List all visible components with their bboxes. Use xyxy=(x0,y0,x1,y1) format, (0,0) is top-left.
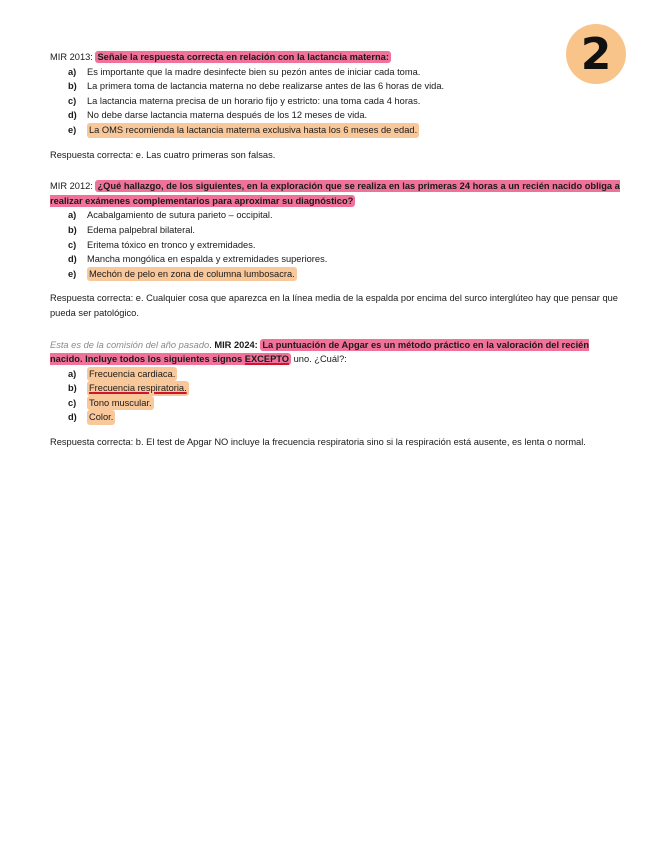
option-item: b) La primera toma de lactancia materna no debe realizarse antes de las 6 horas de vida. xyxy=(68,81,445,92)
option-item: a) Es importante que la madre desinfecte bien su pezón antes de iniciar cada toma. xyxy=(68,66,421,77)
answer-text: Respuesta correcta: b. El test de Apgar NO incluye la frecuencia respiratoria sino si la respiración está ausente, es lenta o normal. xyxy=(50,437,586,448)
option-item: c) La lactancia materna precisa de un horario fijo y estricto: una toma cada 4 horas. xyxy=(68,95,421,106)
question-stem: Esta es de la comisión del año pasado. MIR 2024: La puntuación de Apgar es un método práctico en la valoración del recién nacido. Incluye todos los siguientes signos EXCEPTO uno. ¿Cuál?: xyxy=(50,339,590,365)
question-stem xyxy=(50,50,620,65)
question-id: MIR 2013: xyxy=(50,52,93,62)
question-block xyxy=(50,179,620,320)
option-item: d) No debe darse lactancia materna después de los 12 meses de vida. xyxy=(68,110,368,121)
option-item: a) Acabalgamiento de sutura parieto – occipital. xyxy=(68,210,273,221)
answer-text: Respuesta correcta: e. Las cuatro primeras son falsas. xyxy=(50,149,276,160)
options-list xyxy=(50,208,620,281)
option-item-correct: e) Mechón de pelo en zona de columna lumbosacra. xyxy=(68,267,620,282)
question-block xyxy=(50,50,620,162)
answer-text: Respuesta correcta: e. Cualquier cosa que aparezca en la línea media de la espalda por encima del surco interglúteo hay que pensar que pueda ser patológico. xyxy=(50,293,618,318)
options-list xyxy=(50,65,620,138)
option-item-correct: e) La OMS recomienda la lactancia materna exclusiva hasta los 6 meses de edad. xyxy=(68,123,620,138)
option-item: b) Edema palpebral bilateral. xyxy=(68,224,196,235)
question-text: Señale la respuesta correcta en relación con la lactancia materna: xyxy=(97,52,389,62)
option-item: c) Tono muscular. xyxy=(68,396,620,411)
question-text-end: uno. ¿Cuál?: xyxy=(291,354,347,365)
option-item: c) Eritema tóxico en tronco y extremidades. xyxy=(68,239,256,250)
option-item-correct: b) Frecuencia respiratoria. xyxy=(68,381,620,396)
question-note: Esta es de la comisión del año pasado xyxy=(50,339,210,350)
options-list xyxy=(50,367,620,425)
question-text: La puntuación de Apgar es un método práctico en la valoración del recién nacido. Incluye todos los siguientes signos EXCEPTO xyxy=(50,339,590,365)
option-item: d) Color. xyxy=(68,410,620,425)
option-item: a) Frecuencia cardiaca. xyxy=(68,367,620,382)
option-item: d) Mancha mongólica en espalda y extremidades superiores. xyxy=(68,254,328,265)
question-id: MIR 2012: xyxy=(50,181,93,192)
question-block xyxy=(50,338,620,450)
page-number: 2 xyxy=(580,28,612,80)
question-id: MIR 2024: xyxy=(214,339,258,350)
question-text: ¿Qué hallazgo, de los siguientes, en la exploración que se realiza en las primeras 24 horas a un recién nacido obliga a realizar exámenes complementarios para aproximar su diagnóstico? xyxy=(50,181,620,206)
document-body xyxy=(50,50,620,467)
question-stem xyxy=(50,179,620,208)
